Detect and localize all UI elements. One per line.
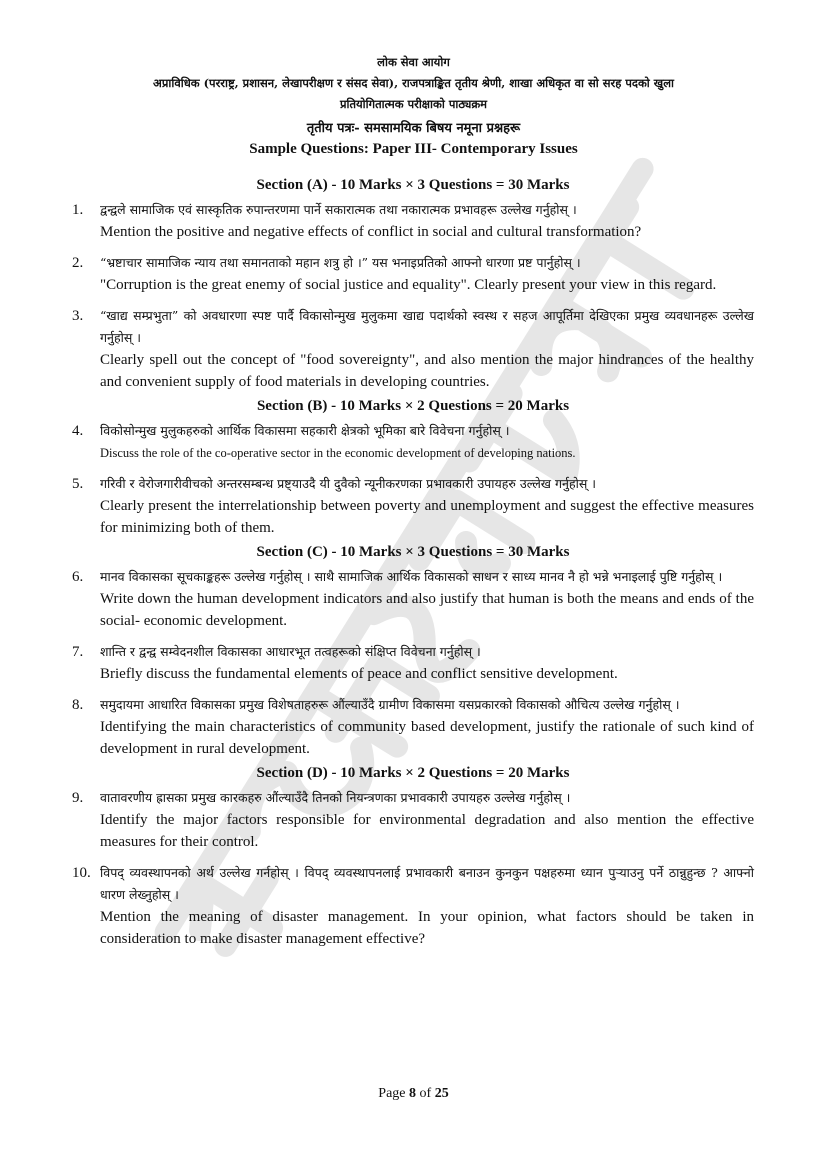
question-number: 2. <box>72 255 84 271</box>
question-number: 6. <box>72 569 84 585</box>
question-text-nepali: द्वन्द्वले सामाजिक एवं सास्कृतिक रुपान्तरणमा पार्ने सकारात्मक तथा नकारात्मक प्रभावहरू उल्लेख गर्नुहोस् । <box>100 202 577 217</box>
question-text-english: Briefly discuss the fundamental elements of peace and conflict sensitive development. <box>100 666 618 682</box>
question-text-english: "Corruption is the great enemy of social justice and equality". Clearly present your view in this regard. <box>100 277 717 293</box>
page-number <box>0 1086 827 1102</box>
current-page: 8 <box>409 1086 417 1101</box>
page-label: Page <box>378 1086 406 1101</box>
header-exam-line: प्रतियोगितात्मक परीक्षाको पाठ्यक्रम <box>339 97 488 111</box>
question-item <box>72 787 754 853</box>
question-number: 10. <box>72 865 91 881</box>
question-text-english: Write down the human development indicators and also justify that human is both the means and ends of the social- economic development. <box>100 591 754 629</box>
section-heading: Section (D) - 10 Marks × 2 Questions = 20 Marks <box>256 765 570 781</box>
question-list <box>72 172 754 950</box>
question-number: 9. <box>72 790 84 806</box>
question-text-nepali: शान्ति र द्वन्द्व सम्वेदनशील विकासका आधारभूत तत्वहरूको संक्षिप्त विवेचना गर्नुहोस् । <box>100 644 481 659</box>
question-text-nepali: गरिवी र वेरोजगारीवीचको अन्तरसम्बन्ध प्रष्ट्याउदै यी दुवैको न्यूनीकरणका प्रभावकारी उपायहरु उल्लेख गर्नुहोस् । <box>100 476 597 491</box>
question-item <box>72 199 754 243</box>
question-text-english: Mention the meaning of disaster management. In your opinion, what factors should be taken in consideration to make disaster management effective? <box>100 909 754 947</box>
total-pages: 25 <box>434 1086 449 1101</box>
question-number: 4. <box>72 423 84 439</box>
question-item <box>72 420 754 464</box>
question-number: 5. <box>72 476 84 492</box>
question-text-english: Discuss the role of the co-operative sector in the economic development of developing nations. <box>100 446 576 460</box>
question-item <box>72 694 754 760</box>
question-text-nepali: समुदायमा आधारित विकासका प्रमुख विशेषताहरुरू औंल्याउँदै ग्रामीण विकासमा यसप्रकारको विकासको औचित्य उल्लेख गर्नुहोस् । <box>100 697 680 712</box>
paper-title-nepali: तृतीय पत्रः- समसामयिक बिषय नमूना प्रश्नहरू <box>306 121 521 136</box>
section-heading: Section (B) - 10 Marks × 2 Questions = 20 Marks <box>256 398 570 414</box>
question-text-nepali: विपद् व्यवस्थापनको अर्थ उल्लेख गर्नहोस् । विपद् व्यवस्थापनलाई प्रभावकारी बनाउन कुनकुन पक्षहरुमा ध्यान पुऱ्याउनु पर्ने ठान्नुहुन्छ ? आफ्नो धारण लेख्नुहोस् । <box>100 865 754 902</box>
question-text-english: Identify the major factors responsible for environmental degradation and also mention the effective measures for their control. <box>100 812 754 850</box>
header-organization: लोक सेवा आयोग <box>377 55 450 69</box>
paper-title-english: Sample Questions: Paper III- Contemporary Issues <box>249 141 578 157</box>
page-of-label: of <box>419 1086 432 1101</box>
question-text-english: Mention the positive and negative effects of conflict in social and cultural transformation? <box>100 224 642 240</box>
question-number: 7. <box>72 644 84 660</box>
question-item <box>72 252 754 296</box>
question-number: 1. <box>72 202 84 218</box>
document-header <box>0 52 827 159</box>
question-text-nepali: मानव विकासका सूचकाङ्कहरू उल्लेख गर्नुहोस् । साथै सामाजिक आर्थिक विकासको साधन र साध्य मानव नै हो भन्ने भनाइलाई पुष्टि गर्नुहोस् । <box>100 569 723 584</box>
question-text-english: Clearly spell out the concept of "food sovereignty", and also mention the major hindrances of the healthy and convenient supply of food materials in developing countries. <box>100 352 754 390</box>
question-item <box>72 305 754 393</box>
question-item <box>72 473 754 539</box>
question-text-english: Identifying the main characteristics of community based development, justify the rationale of such kind of development in rural development. <box>100 719 754 757</box>
question-number: 3. <box>72 308 84 324</box>
question-text-english: Clearly present the interrelationship between poverty and unemployment and suggest the effective measures for minimizing both of them. <box>100 498 754 536</box>
question-text-nepali: विकोसोन्मुख मुलुकहरुको आर्थिक विकासमा सहकारी क्षेत्रको भूमिका बारे विवेचना गर्नुहोस् । <box>100 423 510 438</box>
section-heading: Section (A) - 10 Marks × 3 Questions = 30 Marks <box>256 177 570 193</box>
question-item <box>72 641 754 685</box>
question-item <box>72 862 754 950</box>
question-item <box>72 566 754 632</box>
question-text-nepali: “खाद्य सम्प्रभुता” को अवधारणा स्पष्ट पार्दै विकासोन्मुख मुलुकमा खाद्य पदार्थको स्वस्थ र सहज आपूर्तिमा देखिएका प्रमुख व्यवधानहरू उल्लेख गर्नुहोस् । <box>100 308 754 345</box>
question-number: 8. <box>72 697 84 713</box>
section-heading: Section (C) - 10 Marks × 3 Questions = 30 Marks <box>256 544 570 560</box>
header-service-line: अप्राविधिक (परराष्ट्र, प्रशासन, लेखापरीक्षण र संसद सेवा), राजपत्राङ्कित तृतीय श्रेणी, शाखा अधिकृत वा सो सरह पदको खुला <box>153 76 674 90</box>
question-text-nepali: “भ्रष्टाचार सामाजिक न्याय तथा समानताको महान शत्रु हो ।” यस भनाइप्रतिको आफ्नो धारणा प्रष्ट पार्नुहोस् । <box>100 255 581 270</box>
question-text-nepali: वातावरणीय ह्रासका प्रमुख कारकहरु औंल्याउँदै तिनको नियन्त्रणका प्रभावकारी उपायहरु उल्लेख गर्नुहोस् । <box>100 790 571 805</box>
